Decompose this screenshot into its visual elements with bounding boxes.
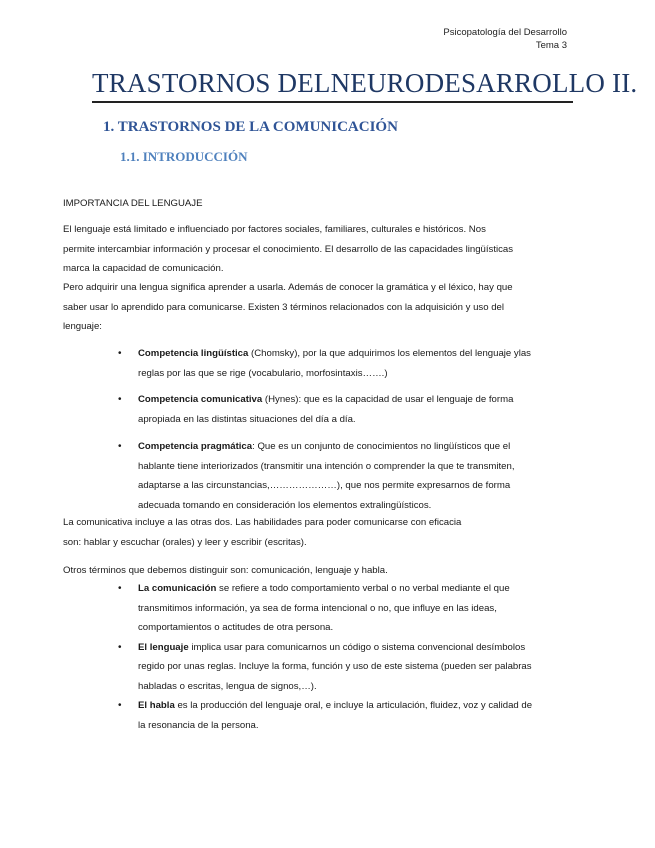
bullet-icon: • — [118, 700, 122, 711]
term-text: (Hynes): que es la capacidad de usar el lenguaje de forma — [262, 394, 514, 405]
paragraph-line: El lenguaje está limitado e influenciado por factores sociales, familiares, culturales e históricos. Nos — [63, 224, 486, 235]
paragraph-1 — [63, 220, 583, 279]
competencias-list — [118, 344, 578, 383]
header-unit: Tema 3 — [535, 40, 567, 51]
paragraph-4: Otros términos que debemos distinguir son: comunicación, lenguaje y habla. — [63, 565, 388, 576]
paragraph-line: Pero adquirir una lengua significa aprender a usarla. Además de conocer la gramática y el léxico, hay que — [63, 282, 513, 293]
term-text: reglas por las que se rige (vocabulario, morfosintaxis…….) — [138, 367, 388, 379]
list-item — [118, 390, 578, 429]
term-text: (Chomsky), por la que adquirimos los elementos del lenguaje ylas — [248, 348, 531, 359]
bullet-icon: • — [118, 641, 122, 653]
term-text: apropiada en las distintas situaciones del día a día. — [138, 413, 356, 425]
paragraph-line: La comunicativa incluye a las otras dos. Las habilidades para poder comunicarse con eficacia — [63, 517, 462, 528]
term-text: habladas o escritas, lengua de signos,…). — [138, 680, 317, 692]
paragraph-3 — [63, 513, 583, 552]
term-label: El lenguaje — [138, 641, 189, 653]
paragraph-line: lenguaje: — [63, 321, 102, 332]
terminos-list — [118, 579, 578, 735]
list-item — [118, 696, 578, 735]
subsection-heading: 1.1. INTRODUCCIÓN — [120, 149, 248, 164]
paragraph-line: saber usar lo aprendido para comunicarse. Existen 3 términos relacionados con la adquisición y uso del — [63, 301, 505, 313]
term-label: Competencia pragmática — [138, 441, 253, 452]
term-label: Competencia comunicativa — [138, 394, 263, 405]
bullet-icon: • — [118, 394, 122, 405]
term-label: El habla — [138, 700, 175, 711]
term-text: transmitimos información, ya sea de forma intencional o no, que influye en las ideas, — [138, 602, 497, 614]
term-label: La comunicación — [138, 583, 217, 594]
term-text: la resonancia de la persona. — [138, 719, 259, 731]
competencias-list-2 — [118, 390, 578, 429]
title-divider — [92, 101, 573, 103]
term-text: comportamientos o actitudes de otra persona. — [138, 622, 334, 633]
list-item — [118, 638, 578, 697]
list-item — [118, 579, 578, 638]
paragraph-line: marca la capacidad de comunicación. — [63, 263, 224, 274]
bullet-icon: • — [118, 441, 122, 452]
term-text: implica usar para comunicarnos un código o sistema convencional desímbolos — [188, 641, 526, 653]
importance-subheading: IMPORTANCIA DEL LENGUAJE — [63, 198, 203, 209]
term-text: regido por unas reglas. Incluye la forma, función y uso de este sistema (pueden ser palabras — [138, 661, 532, 672]
competencias-list-3 — [118, 437, 578, 515]
term-text: es la producción del lenguaje oral, e incluye la articulación, fluidez, voz y calidad de — [174, 700, 533, 711]
term-text: adaptarse a las circunstancias,…………………), que nos permite expresarnos de forma — [138, 480, 511, 491]
list-item — [118, 344, 578, 383]
list-item — [118, 437, 578, 515]
term-text: se refiere a todo comportamiento verbal o no verbal mediante el que — [216, 583, 510, 594]
page-header — [443, 26, 567, 52]
term-label: Competencia lingüística — [138, 348, 249, 359]
paragraph-2 — [63, 278, 583, 337]
bullet-icon: • — [118, 348, 122, 359]
bullet-icon: • — [118, 583, 122, 594]
term-text: adecuada tomando en consideración los elementos extralingüísticos. — [138, 499, 432, 511]
paragraph-line: permite intercambiar información y procesar el conocimiento. El desarrollo de las capacidades lingüísticas — [63, 243, 514, 255]
term-text: hablante tiene interiorizados (transmitir una intención o comprender la que te transmiten, — [138, 460, 515, 472]
paragraph-line: son: hablar y escuchar (orales) y leer y escribir (escritas). — [63, 536, 307, 548]
header-course: Psicopatología del Desarrollo — [443, 27, 567, 38]
document-title: TRASTORNOS DELNEURODESARROLLO II. — [92, 68, 638, 98]
term-text: : Que es un conjunto de conocimientos no lingüísticos que el — [252, 441, 511, 452]
section-heading: 1. TRASTORNOS DE LA COMUNICACIÓN — [103, 119, 398, 135]
